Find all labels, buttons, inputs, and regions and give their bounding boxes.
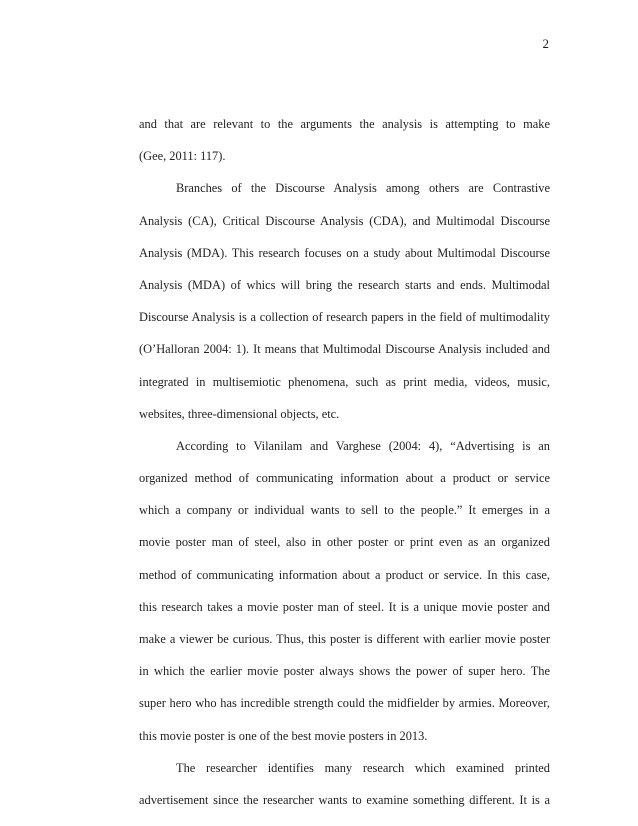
text-line: Analysis (CA), Critical Discourse Analysis (CDA), and Multimodal Discourse <box>139 213 550 228</box>
text-line: which a company or individual wants to sell to the people.” It emerges in a <box>139 503 550 518</box>
text-line: Branches of the Discourse Analysis among others are Contrastive <box>176 181 550 196</box>
text-line: integrated in multisemiotic phenomena, such as print media, videos, music, <box>139 374 550 389</box>
text-line: organized method of communicating information about a product or service <box>139 471 550 486</box>
text-line: super hero who has incredible strength could the midfielder by armies. Moreover, <box>139 696 550 711</box>
text-line: (O’Halloran 2004: 1). It means that Multimodal Discourse Analysis included and <box>139 342 550 357</box>
text-line: method of communicating information about a product or service. In this case, <box>139 567 550 582</box>
text-line: Analysis (MDA). This research focuses on a study about Multimodal Discourse <box>139 245 550 260</box>
text-line: Analysis (MDA) of whics will bring the research starts and ends. Multimodal <box>139 277 550 292</box>
text-line: make a viewer be curious. Thus, this poster is different with earlier movie poster <box>139 632 550 646</box>
body-text <box>139 108 550 816</box>
text-line: and that are relevant to the arguments the analysis is attempting to make <box>139 117 550 131</box>
text-line: websites, three-dimensional objects, etc. <box>139 406 340 421</box>
text-line: in which the earlier movie poster always shows the power of super hero. The <box>139 664 550 679</box>
text-line: Discourse Analysis is a collection of research papers in the field of multimodality <box>139 310 550 325</box>
text-line: this movie poster is one of the best movie posters in 2013. <box>139 728 428 743</box>
text-line: According to Vilanilam and Varghese (2004: 4), “Advertising is an <box>176 438 550 453</box>
text-line: (Gee, 2011: 117). <box>139 149 226 164</box>
text-line: advertisement since the researcher wants to examine something different. It is a <box>139 792 550 807</box>
text-line: movie poster man of steel, also in other poster or print even as an organized <box>139 535 550 550</box>
page-number: 2 <box>542 36 549 51</box>
text-line: The researcher identifies many research which examined printed <box>176 760 550 775</box>
text-line: this research takes a movie poster man of steel. It is a unique movie poster and <box>139 599 550 614</box>
